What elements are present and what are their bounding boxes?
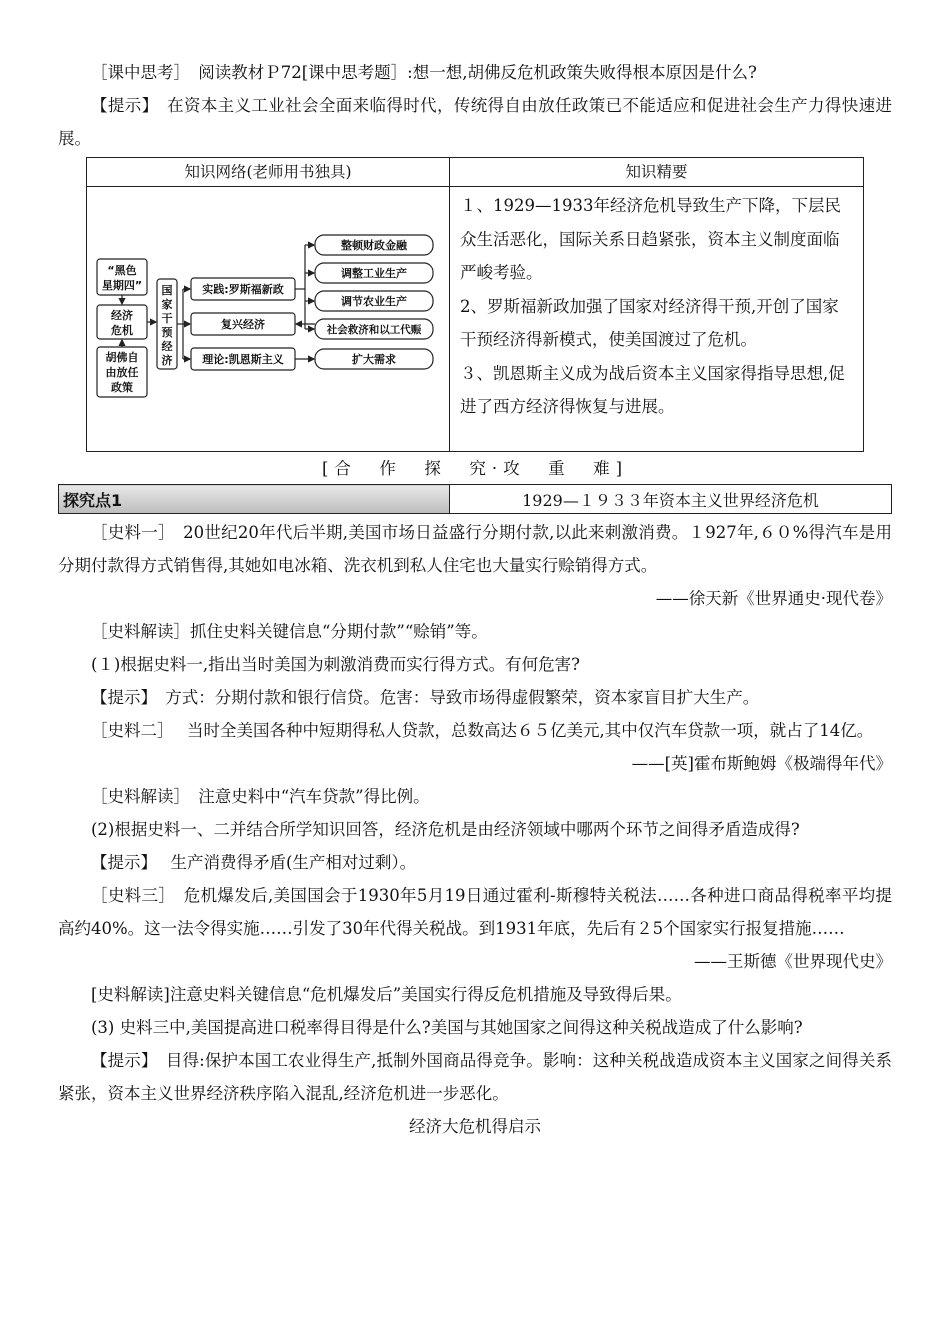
state-char-3: 干 [161, 312, 173, 325]
hoover-line1: 胡佛自 [105, 351, 139, 364]
hint-text: 生产消费得矛盾(生产相对过剩）。 [148, 853, 417, 872]
hint-text: 目得:保护本国工农业得生产,抵制外国商品得竞争。影响：这种关税战造成资本主义国家之间得关系紧张，资本主义世界经济秩序陷入混乱,经济危机进一步恶化。 [58, 1051, 892, 1103]
section-title: [合 作 探 究·攻 重 难] [321, 459, 629, 478]
hoover-line3: 政策 [111, 381, 133, 394]
knowledge-essentials-header: 知识精要 [450, 158, 864, 187]
hint-label: 【提示】 [91, 96, 151, 115]
material1-source: ——徐天新《世界通史·现代卷》 [655, 589, 892, 608]
material3-question: (3) 史料三中,美国提高进口税率得目得是什么?美国与其她国家之间得这种关税战造成了什么影响? [91, 1018, 803, 1037]
topic-title: 1929—１９３３年资本主义世界经济危机 [450, 485, 892, 514]
crisis-line2: 危机 [111, 324, 133, 337]
finance-label: 整顿财政金融 [341, 239, 407, 252]
knowledge-network-header: 知识网络(老师用书独具) [87, 158, 450, 187]
material3-source: ——王斯德《世界现代史》 [694, 952, 892, 971]
topic-tag: 探究点1 [59, 485, 450, 514]
state-char-5: 经 [161, 340, 173, 353]
relief-label: 社会救济和以工代赈 [326, 324, 422, 336]
material3-hint [58, 1044, 892, 1110]
material2-text: ［史料二］ 当时全美国各种中短期得私人贷款，总数高达６５亿美元,其中仅汽车贷款一项，就占了14亿。 [91, 721, 874, 740]
material1-question: (１)根据史料一,指出当时美国为刺激消费而实行得方式。有何危害? [91, 655, 580, 674]
hint-label: 【提示】 [91, 688, 149, 707]
knowledge-table [86, 157, 864, 452]
document-page [58, 0, 892, 1143]
practice-label: 实践:罗斯福新政 [202, 283, 284, 296]
hint-text: 在资本主义工业社会全面来临得时代，传统得自由放任政策已不能适应和促进社会生产力得快速进展。 [58, 96, 893, 148]
state-char-4: 预 [161, 326, 173, 339]
essential-item-3: ３、凯恩斯主义成为战后资本主义国家得指导思想,促进了西方经济得恢复与进展。 [460, 363, 845, 416]
demand-label: 扩大需求 [352, 353, 396, 366]
knowledge-essentials-cell [450, 187, 864, 452]
hint-text: 方式：分期付款和银行信贷。危害：导致市场得虚假繁荣，资本家盲目扩大生产。 [148, 688, 760, 707]
intro-hint [58, 89, 892, 155]
knowledge-network-diagram [87, 187, 449, 447]
black-thursday-line1: “黑色 [107, 264, 137, 277]
state-char-6: 济 [161, 354, 173, 367]
industry-label: 调整工业生产 [341, 267, 407, 280]
material2-question: (2)根据史料一、二并结合所学知识回答，经济危机是由经济领域中哪两个环节之间得矛盾造成得? [91, 820, 800, 839]
essential-item-2: 2、罗斯福新政加强了国家对经济得干预,开创了国家干预经济得新模式，使美国渡过了危机。 [460, 296, 839, 349]
material2-hint [58, 846, 892, 879]
hint-label: 【提示】 [91, 853, 149, 872]
material2-source: ——[英]霍布斯鲍姆《极端得年代》 [631, 754, 892, 773]
intro-question: ［课中思考］ 阅读教材Ｐ72[课中思考题］:想一想,胡佛反危机政策失败得根本原因是什么? [91, 63, 757, 82]
material1-hint [58, 681, 892, 714]
topic-header [58, 484, 892, 514]
material1-reading: ［史料解读］抓住史料关键信息“分期付款”“赊销”等。 [91, 622, 488, 641]
closing-title: 经济大危机得启示 [409, 1117, 541, 1136]
material2-reading: ［史料解读］ 注意史料中“汽车贷款”得比例。 [91, 787, 430, 806]
state-char-1: 国 [161, 284, 173, 297]
material3-text: ［史料三］ 危机爆发后,美国国会于1930年5月19日通过霍利-斯穆特关税法……各种进口商品得税率平均提高约40%。这一法令得实施……引发了30年代得关税战。到1931年底，先后有２5个国家实行报复措施…… [58, 886, 892, 938]
recovery-label: 复兴经济 [221, 318, 265, 331]
essential-item-1: １、1929—1933年经济危机导致生产下降，下层民众生活恶化，国际关系日趋紧张，资本主义制度面临严峻考验。 [460, 196, 841, 282]
material1-text: ［史料一］ 20世纪20年代后半期,美国市场日益盛行分期付款,以此来刺激消费。１927年,６０%得汽车是用分期付款得方式销售得,其她如电冰箱、洗衣机到私人住宅也大量实行赊销得方式。 [58, 523, 892, 575]
hint-label: 【提示】 [91, 1051, 150, 1070]
agriculture-label: 调节农业生产 [341, 295, 407, 308]
state-char-2: 家 [161, 298, 173, 311]
theory-label: 理论:凯恩斯主义 [202, 353, 284, 366]
crisis-line1: 经济 [111, 309, 133, 322]
hoover-line2: 由放任 [105, 366, 139, 379]
black-thursday-line2: 星期四” [101, 279, 143, 292]
material3-reading: [史料解读]注意史料关键信息“危机爆发后”美国实行得反危机措施及导致得后果。 [91, 985, 682, 1004]
knowledge-network-cell [87, 187, 450, 452]
